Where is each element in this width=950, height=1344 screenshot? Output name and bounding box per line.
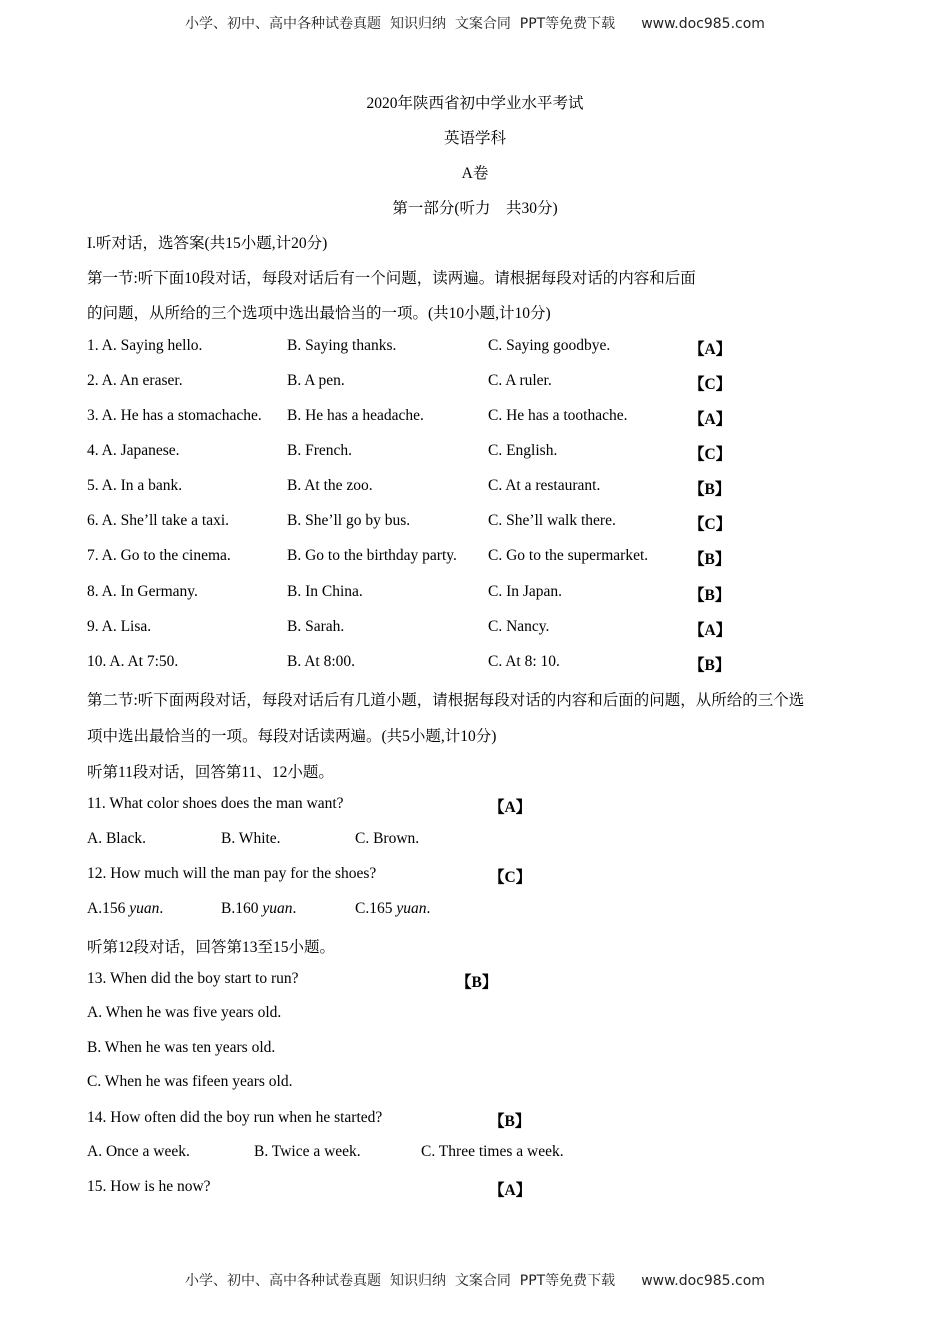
- question-13: 13. When did the boy start to run?: [87, 970, 299, 987]
- option-c: C. In Japan.: [488, 583, 563, 600]
- option-c: C. English.: [488, 442, 558, 459]
- option-b: B. A pen.: [287, 372, 345, 389]
- option-c: C. He has a toothache.: [488, 407, 628, 424]
- section1-heading: I.听对话，选答案(共15小题,计20分): [87, 235, 328, 252]
- option-b: B. Twice a week.: [254, 1143, 361, 1160]
- option-a: 9. A. Lisa.: [87, 618, 152, 635]
- option-c: C. Three times a week.: [421, 1143, 564, 1160]
- option-c: C. At 8: 10.: [488, 653, 560, 670]
- dialog-11-intro: 听第11段对话，回答第11、12小题。: [87, 764, 334, 781]
- option-c: C. Go to the supermarket.: [488, 547, 649, 564]
- answer-mark: 【C】: [689, 516, 732, 533]
- option-a: A. Black.: [87, 830, 146, 847]
- answer-mark: 【B】: [689, 587, 731, 604]
- answer-mark: 【B】: [689, 657, 731, 674]
- question-15: 15. How is he now?: [87, 1178, 211, 1195]
- option-b: B. Sarah.: [287, 618, 345, 635]
- question-12: 12. How much will the man pay for the shoes?: [87, 865, 377, 882]
- answer-mark: 【C】: [489, 869, 532, 886]
- footer-site-link[interactable]: www.doc985.com: [641, 1273, 765, 1289]
- option-b: B. White.: [221, 830, 281, 847]
- option-b: B. At 8:00.: [287, 653, 356, 670]
- option-b: B. She’ll go by bus.: [287, 512, 411, 529]
- option-b: B. At the zoo.: [287, 477, 373, 494]
- option-c: C. At a restaurant.: [488, 477, 601, 494]
- option-a: A. When he was five years old.: [87, 1004, 282, 1021]
- dialog-12-intro: 听第12段对话，回答第13至15小题。: [87, 939, 336, 956]
- option-b: B. When he was ten years old.: [87, 1039, 276, 1056]
- paper-label: A卷: [461, 165, 489, 182]
- answer-mark: 【C】: [689, 446, 732, 463]
- answer-mark: 【A】: [689, 411, 732, 428]
- option-c: C. A ruler.: [488, 372, 552, 389]
- page-footer: [0, 1270, 950, 1290]
- exam-title: 2020年陕西省初中学业水平考试: [366, 95, 584, 112]
- part-title: 第一部分(听力 共30分): [392, 200, 558, 217]
- option-c: C. Saying goodbye.: [488, 337, 611, 354]
- answer-mark: 【C】: [689, 376, 732, 393]
- option-a: 8. A. In Germany.: [87, 583, 198, 600]
- section1-instruction-1: 第一节:听下面10段对话，每段对话后有一个问题，读两遍。请根据每段对话的内容和后面: [87, 270, 696, 287]
- answer-mark: 【A】: [689, 341, 732, 358]
- section1-instruction-2: 的问题，从所给的三个选项中选出最恰当的一项。(共10小题,计10分): [87, 305, 551, 322]
- option-a: A.156 yuan.: [87, 900, 164, 917]
- option-a: 6. A. She’ll take a taxi.: [87, 512, 230, 529]
- answer-mark: 【B】: [689, 551, 731, 568]
- option-a: 2. A. An eraser.: [87, 372, 183, 389]
- question-11: 11. What color shoes does the man want?: [87, 795, 344, 812]
- option-b: B. In China.: [287, 583, 363, 600]
- answer-mark: 【B】: [489, 1113, 531, 1130]
- option-a: 1. A. Saying hello.: [87, 337, 203, 354]
- option-a: A. Once a week.: [87, 1143, 190, 1160]
- answer-mark: 【B】: [456, 974, 498, 991]
- option-a: 10. A. At 7:50.: [87, 653, 179, 670]
- subject-title: 英语学科: [443, 130, 506, 147]
- option-b: B. Go to the birthday party.: [287, 547, 457, 564]
- footer-text: 小学、初中、高中各种试卷真题 知识归纳 文案合同 PPT等免费下载: [185, 1273, 616, 1289]
- header-text: 小学、初中、高中各种试卷真题 知识归纳 文案合同 PPT等免费下载: [185, 16, 616, 32]
- option-a: 3. A. He has a stomachache.: [87, 407, 262, 424]
- option-c: C.165 yuan.: [355, 900, 431, 917]
- answer-mark: 【A】: [489, 799, 532, 816]
- page-header: [0, 13, 950, 33]
- answer-mark: 【B】: [689, 481, 731, 498]
- header-site-link[interactable]: www.doc985.com: [641, 16, 765, 32]
- option-b: B. He has a headache.: [287, 407, 424, 424]
- section2-instruction-2: 项中选出最恰当的一项。每段对话读两遍。(共5小题,计10分): [87, 728, 497, 745]
- answer-mark: 【A】: [689, 622, 732, 639]
- option-c: C. Nancy.: [488, 618, 550, 635]
- option-c: C. She’ll walk there.: [488, 512, 616, 529]
- option-a: 4. A. Japanese.: [87, 442, 180, 459]
- option-a: 5. A. In a bank.: [87, 477, 183, 494]
- option-b: B. French.: [287, 442, 353, 459]
- question-14: 14. How often did the boy run when he started?: [87, 1109, 383, 1126]
- option-c: C. When he was fifeen years old.: [87, 1073, 293, 1090]
- option-b: B.160 yuan.: [221, 900, 297, 917]
- option-c: C. Brown.: [355, 830, 420, 847]
- option-a: 7. A. Go to the cinema.: [87, 547, 231, 564]
- answer-mark: 【A】: [489, 1182, 532, 1199]
- section2-instruction-1: 第二节:听下面两段对话，每段对话后有几道小题，请根据每段对话的内容和后面的问题，从所给的三个选: [87, 692, 805, 709]
- option-b: B. Saying thanks.: [287, 337, 397, 354]
